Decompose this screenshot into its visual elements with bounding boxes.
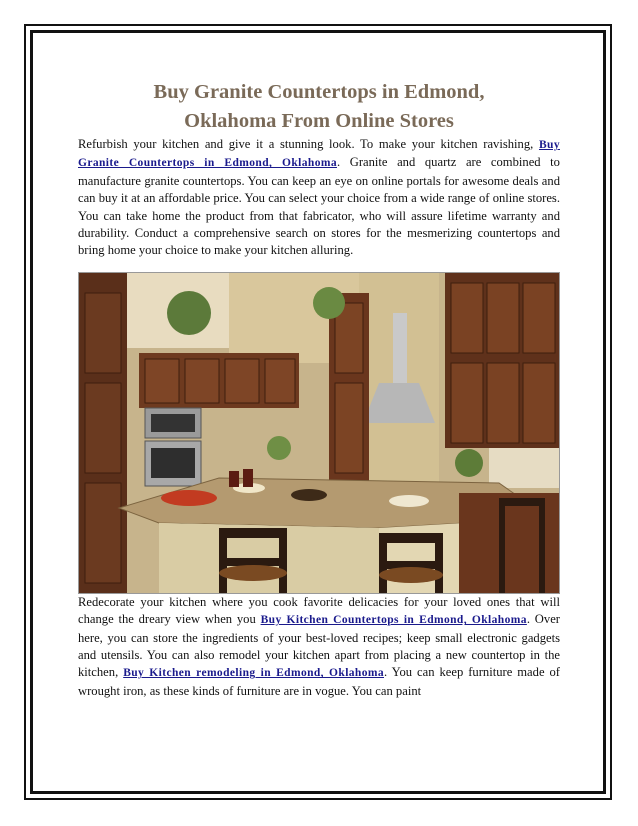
- paragraph-2: [78, 594, 560, 700]
- link-buy-kitchen-remodeling[interactable]: Buy Kitchen remodeling in Edmond, Oklahoma: [123, 667, 385, 680]
- paragraph-1: [78, 136, 560, 260]
- document-body: [78, 78, 560, 700]
- page-title: [78, 78, 560, 136]
- link-buy-granite-countertops[interactable]: Buy Granite Countertops in Edmond, Oklahoma: [78, 139, 560, 170]
- paragraph-1-text-b: . Granite and quartz are combined to manufacture granite countertops. You can keep an eye on online portals for awesome deals and can buy it at an affordable price. You can select your choice from a wide range of online stores. You can take home the product from that fabricator, who will assure lifetime warranty and durability. Conduct a comprehensive search on stores for the mesmerizing countertops and bring home your choice to make your kitchen alluring.: [78, 155, 560, 258]
- page-title-line-1: Buy Granite Countertops in Edmond,: [153, 81, 485, 103]
- page-title-line-2: Oklahoma From Online Stores: [184, 110, 454, 132]
- link-buy-kitchen-countertops[interactable]: Buy Kitchen Countertops in Edmond, Oklahoma: [260, 614, 527, 627]
- paragraph-2-text-c: . You can keep furniture made of wrought iron, as these kinds of furniture are in vogue. You can paint: [78, 665, 560, 698]
- paragraph-1-text-a: Refurbish your kitchen and give it a stunning look. To make your kitchen ravishing,: [78, 137, 539, 151]
- kitchen-photo: [78, 272, 560, 594]
- paragraph-2-text-a: Redecorate your kitchen where you cook favorite delicacies for your loved ones that will change the dreary view when you: [78, 594, 560, 627]
- paragraph-2-text-b: . Over here, you can store the ingredients of your best-loved recipes; keep small electronic gadgets and utensils. You can also remodel your kitchen apart from placing a new countertop in the kitchen,: [78, 612, 560, 680]
